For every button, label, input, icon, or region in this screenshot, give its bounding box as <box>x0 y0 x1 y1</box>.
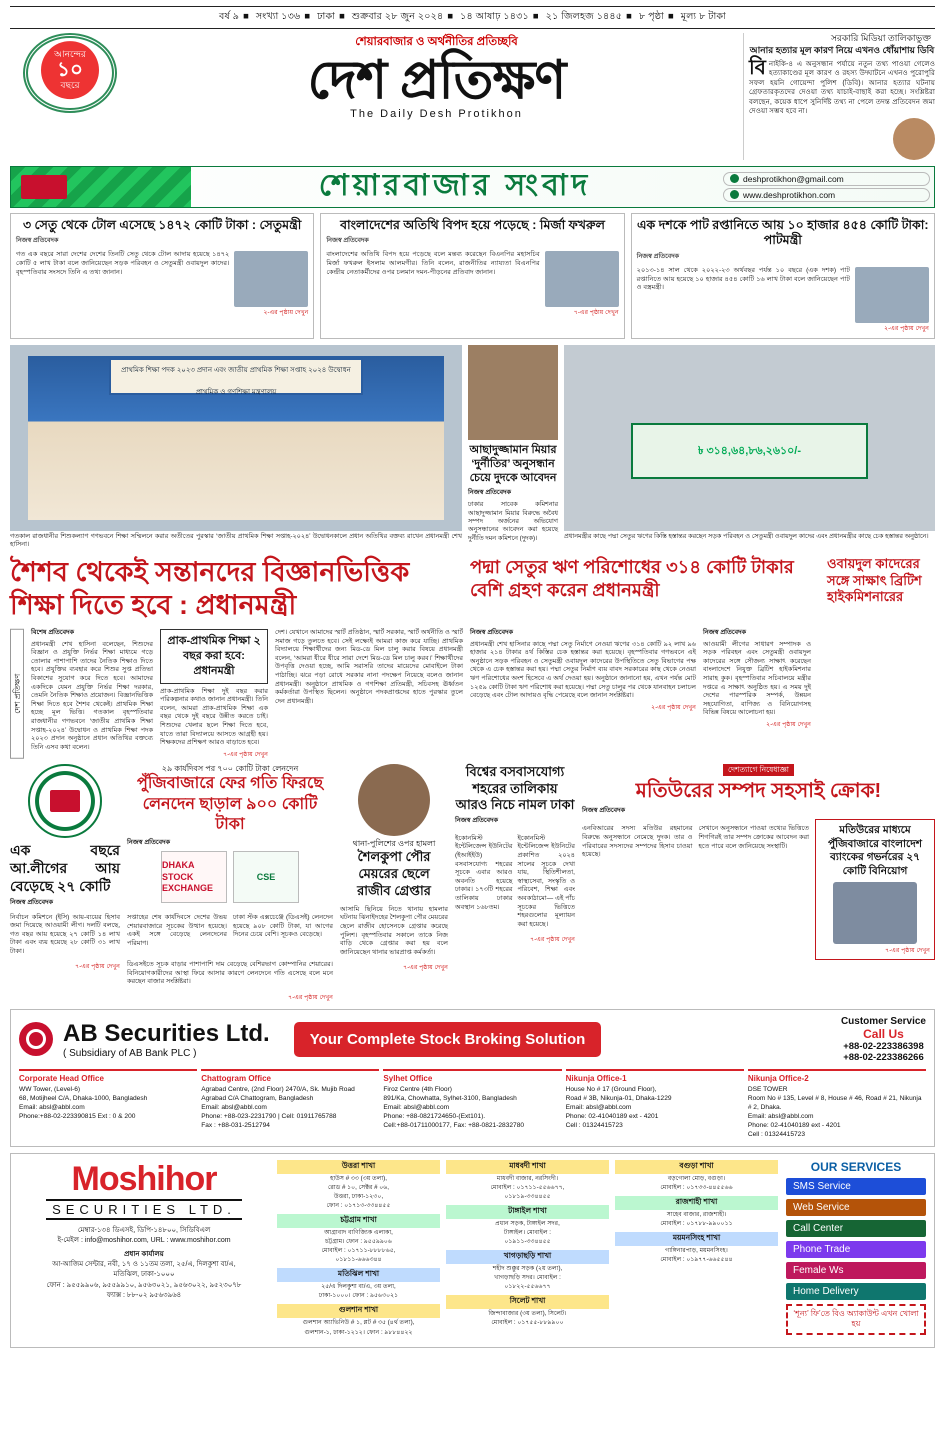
ab-cs-phone2[interactable]: +88-02-223386266 <box>843 1051 924 1063</box>
globe-icon <box>730 190 739 199</box>
ab-office-line: Agrabad C/A Chattogram, Bangladesh <box>201 1095 314 1103</box>
teaser-photo <box>234 251 308 307</box>
ab-office-line: Phone: +88-0821724650-(Ext101). <box>383 1113 486 1121</box>
branch-line: মোবাইল : ০১৭৩৩-৪৪৫৫৬৬ <box>660 1183 733 1191</box>
branch-line: প্রধান সড়ক, টাঙ্গাইল সদর, <box>495 1220 560 1228</box>
dse-logo-icon: DHAKA STOCK EXCHANGE <box>161 851 227 903</box>
ab-office-line: 68, Motijheel C/A, Dhaka-1000, Bangladesh <box>19 1095 148 1103</box>
ab-office <box>566 1069 744 1140</box>
share-market-banner-title: শেয়ারবাজার সংবাদ <box>318 169 592 203</box>
mid-story-block <box>468 345 558 550</box>
branch-line: সাহেব বাজার, রাজশাহী। <box>666 1210 727 1218</box>
ab-office-line: Phone:+88-02-223390815 Ext : 0 & 200 <box>19 1113 136 1121</box>
motiur-box-portrait <box>833 882 917 944</box>
awami-story <box>10 764 120 1002</box>
ab-office-line: Cell : 01324415723 <box>747 1130 806 1138</box>
market-body-left: সপ্তাহের শেষ কার্যদিবসে দেশের উভয় শেয়ারবাজারে সূচকের উত্থান হয়েছে। একই সঙ্গে বেড়েছে লেনদেনের পরিমাণ। <box>127 913 227 947</box>
teaser-photo <box>855 267 929 323</box>
photo-banner-text: প্রাথমিক শিক্ষা পদক ২০২৩ প্রদান এবং জাতীয় প্রাথমিক শিক্ষা সপ্তাহ ২০২৪ উদ্বোধন প্রাথমিক ও গণশিক্ষা মন্ত্রণালয় <box>109 358 362 395</box>
teaser-headline: বাংলাদেশের অতিথি বিপদ হয়ে পড়েছে : মির্জা ফখরুল <box>340 217 605 232</box>
british-byline: নিজস্ব প্রতিবেদক <box>703 629 747 637</box>
moshihor-services <box>786 1160 926 1341</box>
ab-office-line: Firoz Centre (4th Floor) <box>383 1086 452 1094</box>
contact-block <box>719 170 934 204</box>
mail-icon <box>730 174 739 183</box>
market-story <box>127 764 333 1002</box>
photo-row <box>10 345 935 550</box>
branch-line: শহীদ শুক্কুর সড়ক (২য় তলা), <box>492 1265 563 1273</box>
ab-office <box>383 1069 561 1140</box>
moshihor-head-line: ফোন : ৯৫৫৯৯০৬, ৯৫৫৯৯১০, ৯৫৬৩০২১, ৯৫৬৩০২২, ৯৫২৩০৭৮ <box>46 1281 242 1289</box>
ab-logo-icon <box>19 1022 53 1056</box>
teaser-byline: নিজস্ব প্রতিবেদক <box>16 237 59 245</box>
right-photo-caption: প্রধানমন্ত্রীর কাছে পদ্মা সেতুর ঋণের কিস্তি হস্তান্তর করছেন সড়ক পরিবহন ও সেতুমন্ত্রী ওবায়দুল কাদের এবং প্রধানমন্ত্রীর কাছে চেক হস্তান্তর অনুষ্ঠানে। <box>564 533 929 540</box>
ab-customer-service <box>841 1016 926 1063</box>
teaser-headline: এক দশকে পাট রপ্তানিতে আয় ১০ হাজার ৪৫৪ কোটি টাকা: পাটমন্ত্রী <box>637 217 929 248</box>
ab-office-line: WW Tower, (Level-6) <box>19 1086 81 1094</box>
police-kicker: থানা-পুলিশের ওপর হামলা <box>352 838 436 848</box>
cse-logo-icon: CSE <box>233 851 299 903</box>
branch-name: মতিঝিল শাখা <box>277 1268 440 1282</box>
moshihor-head-line: মতিঝিল, ঢাকা-১০০০ <box>113 1271 175 1279</box>
mid-story-headline: আছাদুজ্জামান মিয়ার ‘দুর্নীতির’ অনুসন্ধান চেয়ে দুদকে আবেদন <box>469 444 557 484</box>
mid-story-byline: নিজস্ব প্রতিবেদক <box>468 489 512 497</box>
info-bangla-date: ১৪ আষাঢ় ১৪৩১ <box>460 11 529 22</box>
branch-line: আগ্রাবাদ বাণিজ্যিক এলাকা, <box>324 1229 393 1237</box>
ad-moshihor-securities[interactable] <box>10 1153 935 1348</box>
ab-cs-phone1[interactable]: +88-02-223386398 <box>843 1040 924 1052</box>
main-photo-caption: গতকাল রাজধানীর শিশুকল্যাণ গণভবনে শিক্ষা সম্মিলনে করার অতীতের পুরস্কার ‘জাতীয় প্রাথমিক শিক্ষা সপ্তাহ-২০২৪’ উদ্বোধনকালে প্রধান অতিথির বক্তব্য রাখেন প্রধানমন্ত্রী শেখ হাসিনা। <box>10 533 462 549</box>
title-block <box>136 33 737 120</box>
ab-office <box>201 1069 379 1140</box>
branch-item <box>615 1232 778 1264</box>
branch-line: মাধবদী বাজার, নরসিংদী। <box>496 1174 559 1182</box>
service-phone-trade[interactable]: Phone Trade <box>786 1241 926 1258</box>
branch-line: টাঙ্গাইল। মোবাইল : <box>503 1229 552 1237</box>
police-story-portrait <box>358 764 430 836</box>
city-headline: বিশ্বের বসবাসযোগ্য শহরের তালিকায় আরও নিচে নামল ঢাকা <box>455 763 575 813</box>
website-row[interactable] <box>723 188 930 202</box>
info-date: শুক্রবার ২৮ জুন ২০২৪ <box>351 11 444 22</box>
branch-line: ০১৮১৯-৩৩৪৪৫৫ <box>504 1192 551 1200</box>
padma-byline: নিজস্ব প্রতিবেদক <box>470 629 514 637</box>
branch-item <box>277 1214 440 1264</box>
badge-wreath-icon <box>23 33 117 113</box>
ab-office-line: Email: absl@abbl.com <box>565 1104 632 1112</box>
branch-line: ঢাকা-১০০০। ফোন : ৯৫৬৩০২১ <box>318 1292 399 1300</box>
info-pages: ৮ পৃষ্ঠা <box>638 11 664 22</box>
awami-byline: নিজস্ব প্রতিবেদক <box>10 898 54 906</box>
branch-line: খাগড়াছড়ি সদর। মোবাইল : <box>494 1274 561 1282</box>
branch-line: উত্তরা, ঢাকা-১২৩০, <box>333 1192 384 1200</box>
branch-line: মোবাইল : ০১৭৫৫-৮৮৯৯০০ <box>491 1319 564 1327</box>
ab-office-line: Road # 3B, Nikunja-01, Dhaka-1229 <box>565 1095 672 1103</box>
branch-line: জিন্দাবাজার (৩য় তলা), সিলেট। <box>488 1310 567 1318</box>
ab-office-line: Cell : 01324415723 <box>565 1122 623 1130</box>
ab-office-line: Cell:+88-01711000177, Fax: +88-0821-2832780 <box>383 1122 525 1130</box>
police-more-link[interactable]: ৭-এর পৃষ্ঠায় দেখুন <box>403 963 448 971</box>
branch-line: গুলশান-১, ঢাকা-১২১২। ফোন : ৯৮৮৪৪২২ <box>304 1328 413 1336</box>
branch-line: চট্টগ্রাম। ফোন : ৯৫৫৯৯০৬ <box>325 1238 392 1246</box>
teaser-item[interactable] <box>320 213 624 339</box>
market-more-link[interactable]: ৭-এর পৃষ্ঠায় দেখুন <box>288 993 333 1001</box>
ab-office-line: Email: absl@abbl.com <box>383 1104 450 1112</box>
main-photo <box>10 345 462 531</box>
british-headline: ওবায়দুল কাদেরের সঙ্গে সাক্ষাৎ ব্রিটিশ হাইকমিশনারের <box>827 555 922 605</box>
ab-office-line: Email: absl@abbl.com <box>19 1104 85 1112</box>
info-year: বর্ষ ৯ <box>218 11 240 22</box>
motiur-story <box>582 764 935 1002</box>
ab-office-line: DSE TOWER <box>747 1086 788 1094</box>
headline-band <box>10 556 935 624</box>
branch-line: হাউস # ৩৩ (৩য় তলা), <box>330 1174 387 1182</box>
motiur-box <box>815 819 935 960</box>
ab-subsidiary: ( Subsidiary of AB Bank PLC ) <box>63 1047 197 1059</box>
teaser-body: গত এক বছরে সারা দেশের দেশের তিনটি সেতু থেকে টোল আদায় হয়েছে ১৪৭২ কোটি ৫ লাখ টাকা বলে জানিয়েছেন সড়ক পরিবহন ও সেতুমন্ত্রী ওবায়দুল কাদের। বৃহস্পতিবার সংসদে তিনি এ তথ্য জানান। <box>16 251 230 276</box>
badge-bottom-text: বছরে <box>60 79 80 90</box>
motiur-more-link[interactable]: ৭-এর পৃষ্ঠায় দেখুন <box>885 946 930 954</box>
branch-item <box>446 1250 609 1291</box>
moshihor-brand <box>19 1160 269 1341</box>
ab-office-line: Fax : +88-031-2512794 <box>201 1122 270 1130</box>
info-city: ঢাকা <box>317 11 336 22</box>
top-right-portrait <box>893 118 935 160</box>
promo-note: ‘শূন্য’ ফি’তে বিও অ্যাকাউন্ট এখন খোলা হয় <box>786 1304 926 1335</box>
branch-name: গুলশান শাখা <box>277 1304 440 1318</box>
padma-headline: পদ্মা সেতুর ঋণ পরিশোধের ৩১৪ কোটি টাকার বেশি গ্রহণ করেন প্রধানমন্ত্রী <box>470 556 794 601</box>
main-col-1 <box>31 629 153 759</box>
motiur-body-left: এনবিআরের সদস্য মতিউর রহমানের বিরুদ্ধে অনুসন্ধানে নেমেছে দুদক। তার ও পরিবারের সদস্যদের সম্পদের হিসাব চাওয়া হয়েছে। <box>582 825 693 859</box>
service-sms[interactable]: SMS Service <box>786 1178 926 1195</box>
ab-office-line: Agrabad Centre, (2nd Floor) 2470/A, Sk. Mujib Road <box>201 1086 355 1094</box>
motiur-headline: মতিউরের সম্পদ সহসাই ক্রোক! <box>635 779 882 802</box>
branch-line: মোবাইল : ০১৭৮৮-৯৯০০১১ <box>660 1220 733 1228</box>
ab-office-line: 891/Ka, Chowhatta, Sylhet-3100, Bangladesh <box>383 1095 517 1103</box>
branch-item <box>615 1196 778 1228</box>
branch-item <box>446 1295 609 1327</box>
mid-story-body: ঢাকার সাবেক কমিশনার আছাদুজ্জামান মিয়ার বিরুদ্ধে অবৈধ সম্পদ অর্জনের অভিযোগ অনুসন্ধানের আবেদন করা হয়েছে দুর্নীতি দমন কমিশনে (দুদক)। <box>468 501 558 542</box>
branch-column <box>277 1160 440 1341</box>
ab-office-line: Email: absl@abbl.com <box>747 1113 814 1121</box>
main-byline: বিশেষ প্রতিবেদক <box>31 629 75 637</box>
teaser-more-link[interactable]: ২-এর পৃষ্ঠায় দেখুন <box>884 325 929 332</box>
teaser-byline: নিজস্ব প্রতিবেদক <box>326 237 369 245</box>
motiur-byline: নিজস্ব প্রতিবেদক <box>582 807 626 815</box>
masthead-kicker: শেয়ারবাজার ও অর্থনীতির প্রতিচ্ছবি <box>355 36 518 48</box>
ab-office <box>19 1069 197 1140</box>
ab-office-line: Phone: +88-023-2231790 | Cell: 01911765788 <box>201 1113 337 1121</box>
branch-item <box>446 1205 609 1246</box>
moshihor-branches <box>277 1160 778 1341</box>
branch-item <box>277 1304 440 1336</box>
branch-item <box>446 1160 609 1201</box>
padma-body: প্রধানমন্ত্রী শেখ হাসিনার কাছে পদ্মা সেতু নির্মাণে নেওয়া ঋণের ৩১৪ কোটি ৯২ লাখ ৯৬ হাজার ২১৪ টাকার ৪র্থ কিস্তির চেক হস্তান্তর করা হয়েছে। বৃহস্পতিবার গণভবনে এই অনুষ্ঠানে সড়ক পরিবহন ও সেতুমন্ত্রী ওবায়দুল কাদেরের উপস্থিতিতে সেতু বিভাগের পক্ষ থেকে এ চেক হস্তান্তর করা হয়। পদ্মা সেতুর নির্মাণ ব্যয় বাবদ সরকারের কাছ থেকে নেওয়া ঋণ পরিশোধের অংশ হিসেবে এ অর্থ দেওয়া হয়। অনুষ্ঠানে জানানো হয়, এখন পর্যন্ত মোট ১২৫৯ কোটি টাকা ঋণ পরিশোধ করা হয়েছে। পদ্মা সেতু চালুর পর থেকে যানবাহন চলাচল বেড়েছে এবং টোল আদায়ও বৃদ্ধি পেয়েছে বলে জানান সংশ্লিষ্টরা। <box>470 640 696 700</box>
teaser-body: বাংলাদেশের অতিথি বিপদ হয়ে পড়েছে বলে মন্তব্য করেছেন বিএনপির মহাসচিব মির্জা ফখরুল ইসলাম আলমগীর। তিনি বলেন, রাজনীতির ন্যায্যতা বিএনপির কেন্দ্রীয় নেতাকর্মীদের ওপর চলমান দমন-পীড়নের প্রতিবাদ জানান। <box>326 251 540 276</box>
ab-office <box>748 1069 926 1140</box>
teaser-photo <box>545 251 619 307</box>
branch-item <box>277 1268 440 1300</box>
teaser-item[interactable] <box>631 213 935 339</box>
branch-name: খাগড়াছড়ি শাখা <box>446 1250 609 1264</box>
main-col3-body: দেশ। যেখানে আমাদের স্মার্ট প্রতিষ্ঠান, স্মার্ট সরকার, স্মার্ট অর্থনীতি ও স্মার্ট সমাজ গড়ে তুলতে হবে। সেই লক্ষ্যেই আমরা কাজ করে যাচ্ছি। প্রাথমিক বিদ্যালয়ে শিক্ষার্থীদের জন্য মিড-ডে মিল চালু করার বিষয়ে প্রধানমন্ত্রী বলেন, ‘আমরা ধীরে ধীরে সারা দেশে মিড-ডে মিল চালু করব।’ শিক্ষার্থীদের উপবৃত্তি দেওয়া হচ্ছে, আমি সরাসরি তাদের মায়েদের মোবাইলে টাকা পাঠাচ্ছি। ঝরে পড়া রোধে সরকার নানা পদক্ষেপ নিয়েছে বলেও জানান প্রধানমন্ত্রী। অনুষ্ঠানে প্রাথমিক ও গণশিক্ষা প্রতিমন্ত্রী, সচিবসহ ঊর্ধ্বতন কর্মকর্তারা উপস্থিত ছিলেন। অনুষ্ঠানে পদকপ্রাপ্তদের হাতে পুরস্কার তুলে দেন প্রধানমন্ত্রী। <box>275 629 463 705</box>
branch-line: ০১৮১১-৬৬৬৩৪৪ <box>335 1256 382 1264</box>
share-market-banner <box>10 166 935 208</box>
ab-slogan: Your Complete Stock Broking Solution <box>294 1022 602 1057</box>
ab-office-title: Nikunja Office-1 <box>565 1073 627 1083</box>
service-web[interactable]: Web Service <box>786 1199 926 1216</box>
masthead-subtitle: The Daily Desh Protikhon <box>350 108 523 120</box>
lower-section <box>10 764 935 1002</box>
ab-office-line: Room No # 135, Level # 8, House # 46, Road # 21, Nikunja # 2, Dhaka. <box>747 1095 922 1112</box>
moshihor-head-line: ফ্যাক্স : ৮৮-০২ ৯৫৬৩৯৬৪ <box>106 1291 182 1299</box>
vertical-masthead-label: দেশ প্রতিক্ষণ <box>10 629 24 759</box>
british-body: আওয়ামী লীগের সাধারণ সম্পাদক ও সড়ক পরিবহন এবং সেতুমন্ত্রী ওবায়দুল কাদেরের সঙ্গে সৌজন্য সাক্ষাৎ করেছেন বাংলাদেশে নিযুক্ত ব্রিটিশ হাইকমিশনার সারাহ কুক। বৃহস্পতিবার সচিবালয়ে মন্ত্রীর দপ্তরে এ সাক্ষাৎ অনুষ্ঠিত হয়। এ সময় দুই দেশের পারস্পরিক সম্পর্ক, উন্নয়ন সহযোগিতা, বাণিজ্য ও বিনিয়োগসহ বিভিন্ন বিষয়ে আলোচনা হয়। <box>703 640 811 717</box>
city-story <box>455 764 575 1002</box>
branch-line: গুলশান অ্যাভিনিউ # ১, প্লট # ৩৫ (৪র্থ তলা), <box>302 1319 415 1327</box>
awami-body: নির্বাচন কমিশনে (ইসি) আয়-ব্যয়ের হিসাব জমা দিয়েছে আওয়ামী লীগ। দলটি বলছে, গত বছর আয় হয়েছে ২৭ কোটি ১৪ লাখ টাকা এবং ব্যয় হয়েছে ২৮ কোটি ৩১ লাখ টাকা। <box>10 913 120 956</box>
branch-item <box>615 1160 778 1192</box>
branch-name: বগুড়া শাখা <box>615 1160 778 1174</box>
ab-office-title: Chattogram Office <box>201 1073 271 1083</box>
service-call-center[interactable]: Call Center <box>786 1220 926 1237</box>
right-photo <box>564 345 935 531</box>
awami-headline: এক বছরে আ.লীগের আয় বেড়েছে ২৭ কোটি <box>10 841 120 894</box>
police-body: আসামি ছিনিয়ে নিতে থানায় হামলার ঘটনায় ঝিনাইদহের শৈলকুপা পৌর মেয়রের ছেলে রাজীব হোসেনকে গ্রেপ্তার করেছে পুলিশ। বৃহস্পতিবার সকালে তাকে নিজ বাড়ি থেকে গ্রেপ্তার করা হয় বলে জানিয়েছেন থানার ভারপ্রাপ্ত কর্মকর্তা। <box>340 905 448 956</box>
teaser-item[interactable] <box>10 213 314 339</box>
moshihor-head-line: আ-আজিম সেন্টার, নবী, ১৭ ও ১১তম তলা, ২৫/এ, দিলকুশা বা/এ, <box>52 1261 236 1269</box>
inset-headline: প্রাক-প্রাথমিক শিক্ষা ২ বছর করা হবে: প্রধানমন্ত্রী <box>160 629 268 684</box>
badge-top-text: আনন্দের <box>54 49 86 60</box>
motiur-body-right: সেখানে অনুসন্ধানে পাওয়া তথ্যের ভিত্তিতে শিগগিরই তার সম্পদ ক্রোকের আবেদন করা হতে পারে বলে জানিয়েছে সংস্থাটি। <box>698 825 809 850</box>
awami-league-logo-icon <box>28 764 102 838</box>
branch-name: ময়মনসিংহ শাখা <box>615 1232 778 1246</box>
info-price: মূল্য ৮ টাকা <box>680 11 727 22</box>
ab-office-title: Sylhet Office <box>383 1073 433 1083</box>
service-home-delivery[interactable]: Home Delivery <box>786 1283 926 1300</box>
flag-graphic-icon <box>11 167 191 207</box>
branch-line: মোবাইল : ০১৭১১-৮৮৮৮৬৫, <box>321 1247 396 1255</box>
main-col-3 <box>275 629 463 759</box>
branch-name: চট্টগ্রাম শাখা <box>277 1214 440 1228</box>
branch-name: সিলেট শাখা <box>446 1295 609 1309</box>
info-hijri-date: ২১ জিলহজ ১৪৪৫ <box>545 11 623 22</box>
awami-more-link[interactable]: ৭-এর পৃষ্ঠায় দেখুন <box>75 963 120 971</box>
branch-line: ০১৮২২-৫৫৬৬৭৭ <box>504 1283 551 1291</box>
main-more-link[interactable]: ৭-এর পৃষ্ঠায় দেখুন <box>223 750 268 758</box>
services-title: OUR SERVICES <box>810 1159 902 1174</box>
branch-line: ০১৯১১-৩৩৪৪৫৫ <box>504 1238 551 1246</box>
branch-line: রোড # ১০, সেক্টর # ০৬, <box>328 1183 389 1191</box>
main-col-2 <box>160 629 268 759</box>
teaser-headline: ৩ সেতু থেকে টোল এসেছে ১৪৭২ কোটি টাকা : সেতুমন্ত্রী <box>22 217 302 232</box>
motiur-tag: দেশত্যাগে নিষেধাজ্ঞা <box>723 764 794 776</box>
market-headline: পুঁজিবাজারে ফের গতি ফিরছে লেনদেন ছাড়াল ৯০০ কোটি টাকা <box>136 775 324 834</box>
city-body-right: ইকোনমিস্ট ইন্টেলিজেন্স ইউনিটের প্রকাশিত ২০২৪ সালের সূচকে দেখা যায়, স্থিতিশীলতা, স্বাস্থ্যসেবা, সংস্কৃতি ও পরিবেশ, শিক্ষা এবং অবকাঠামো— এই পাঁচ সূচকের ভিত্তিতে শহরগুলোর মূল্যায়ন করা হয়েছে। <box>517 834 575 928</box>
lead-headline: শৈশব থেকেই সন্তানদের বিজ্ঞানভিত্তিক শিক্ষা দিতে হবে : প্রধানমন্ত্রী <box>10 556 410 621</box>
moshihor-sub: SECURITIES LTD. <box>46 1199 242 1220</box>
branch-name: রাজশাহী শাখা <box>615 1196 778 1210</box>
page-title: দেশ প্রতিক্ষণ <box>307 51 566 110</box>
right-photo-block <box>564 345 935 550</box>
branch-line: ২৫/এ দিলকুশা বা/এ, ৩য় তলা, <box>321 1283 396 1291</box>
branch-name: উত্তরা শাখা <box>277 1160 440 1174</box>
badge-number: ১০ <box>57 58 83 81</box>
city-byline: নিজস্ব প্রতিবেদক <box>455 816 499 824</box>
dropcap: বি <box>749 56 766 79</box>
anniversary-badge <box>10 33 130 113</box>
ab-office-title: Corporate Head Office <box>19 1073 104 1083</box>
main-photo-block <box>10 345 462 550</box>
main-col2-body: প্রাক-প্রাথমিক শিক্ষা দুই বছর করার পরিকল্পনার কথাও জানান প্রধানমন্ত্রী। তিনি বলেন, আমরা প্রাক-প্রাথমিক শিক্ষা এক বছর থেকে দুই বছরে উন্নীত করতে চাই। শিশুদের খেলার ছলে শিক্ষা দিতে হবে, যাতে তারা বিদ্যালয়ে আসতে আগ্রহী হয়। শিক্ষকদের প্রশিক্ষণ আরও বাড়াতে হবে। <box>160 687 268 747</box>
motiur-box-headline: মতিউরের মাধ্যমে পুঁজিবাজারে বাংলাদেশ ব্যাংকের গভর্নরের ২৭ কোটি বিনিয়োগ <box>828 823 922 877</box>
teaser-byline: নিজস্ব প্রতিবেদক <box>636 253 680 260</box>
ab-office-line: House No # 17 (Ground Floor), <box>565 1086 657 1094</box>
market-body-bottom: ডিএসইতে সূচক বাড়ার পাশাপাশি দাম বেড়েছে বেশিরভাগ কোম্পানির শেয়ারের। বিনিয়োগকারীদের আস্থা ফিরে আসার কারণে লেনদেনে গতি এসেছে বলে মনে করছেন বাজার সংশ্লিষ্টরা। <box>127 961 333 986</box>
ab-office-title: Nikunja Office-2 <box>747 1073 809 1083</box>
website-text: www.deshprotikhon.com <box>743 189 836 200</box>
ab-cs-title: Customer Service <box>840 1015 926 1027</box>
market-byline: নিজস্ব প্রতিবেদক <box>127 838 171 846</box>
cheque-amount: ৳ ৩১৪,৬৪,৮৬,২৬১০/- <box>631 423 868 479</box>
issue-info-strip: বর্ষ ৯ ■ সংখ্যা ১৩৬ ■ ঢাকা ■ শুক্রবার ২৮ জুন ২০২৪ ■ ১৪ আষাঢ় ১৪৩১ ■ ২১ জিলহজ ১৪৪৫ ■ ৮ পৃষ্ঠা ■ মূল্য ৮ টাকা <box>10 6 935 29</box>
branch-line: বড়গোলা মোড়, বগুড়া। <box>667 1174 726 1182</box>
mid-story-portrait <box>468 345 558 440</box>
moshihor-email[interactable]: ই-মেইল : info@moshihor.com, URL : www.moshihor.com <box>57 1236 231 1244</box>
top-right-story <box>743 33 935 160</box>
main-col1-body: প্রধানমন্ত্রী শেখ হাসিনা বলেছেন, শিশুদের বিজ্ঞান ও প্রযুক্তি নির্ভর শিক্ষা মাধ্যমে গড়ে তোলার পাশাপাশি তাদের নৈতিক শিক্ষাও দিতে হবে। প্রযুক্তির ব্যবহার করে শিশুর সুপ্ত প্রতিভা বিকাশের সুযোগ করে দিতে হবে। আমাদের একদিকে যেমন প্রযুক্তি নির্ভর শিক্ষা দরকার, তেমনি নৈতিক শিক্ষাও প্রয়োজন। বিজ্ঞানভিত্তিক শিক্ষা দিতে হবে শৈশব থেকেই। প্রাথমিক শিক্ষা হচ্ছে মূল ভিত্তি। গতকাল বৃহস্পতিবার রাজধানীর গণভবনে ‘জাতীয় প্রাথমিক শিক্ষা সপ্তাহ-২০২৪’ উদ্বোধন ও প্রাথমিক শিক্ষা পদক ২০২৩ প্রদান অনুষ্ঠানে প্রধান অতিথির বক্তব্যে তিনি এসব কথা বলেন। <box>31 640 153 751</box>
top-right-body: নাইকি-৪ এ অনুসন্ধান পর্যায়ে নতুন তথ্য পাওয়া গেলেও হত্যাকাণ্ডের মূল কারণ ও রহস্য উদ্ঘাটনে এখনও পুরোপুরি সফল হয়নি গোয়েন্দা পুলিশ (ডিবি)। আনার হত্যার ঘটনায় গ্রেফতারকৃতদের দেওয়া তথ্য যাচাই-বাছাই করা হচ্ছে। সংশ্লিষ্টরা বলছেন, কয়েক ধাপে সুনির্দিষ্ট তথ্য না পেলে তদন্ত প্রতিবেদন জমা দেওয়া সম্ভব হবে না। <box>749 58 935 116</box>
teaser-more-link[interactable]: ২-এর পৃষ্ঠায় দেখুন <box>263 309 309 317</box>
teaser-row <box>10 213 935 339</box>
padma-col <box>470 629 696 759</box>
masthead <box>10 29 935 162</box>
email-text: deshprotikhon@gmail.com <box>743 173 844 184</box>
city-body-left: ইকোনমিস্ট ইন্টেলিজেন্স ইউনিটের (ইআইইউ) বসবাসযোগ্য শহরের সূচকে এবার আরও অবনতি হয়েছে ঢাকার। ১৭৩টি শহরের তালিকায় ঢাকার অবস্থান ১৬৮তম। <box>455 834 513 911</box>
ab-cs-callus: Call Us <box>863 1026 904 1041</box>
branch-name: টাঙ্গাইল শাখা <box>446 1205 609 1219</box>
service-female-ws[interactable]: Female Ws <box>786 1262 926 1279</box>
police-story <box>340 764 448 1002</box>
branch-column <box>446 1160 609 1341</box>
branch-item <box>277 1160 440 1210</box>
gov-listing-tag: সরকারি মিডিয়া তালিকাভুক্ত <box>830 33 931 43</box>
ab-name: AB Securities Ltd. <box>63 1019 270 1047</box>
branch-column <box>615 1160 778 1341</box>
info-issue: সংখ্যা ১৩৬ <box>255 11 301 22</box>
branch-line: মোবাইল : ০১৯৭৭-৬৬৫৫৪৪ <box>660 1256 733 1264</box>
ab-office-line: Phone: 02-41040189 ext - 4201 <box>747 1122 841 1130</box>
market-body-right: ঢাকা স্টক এক্সচেঞ্জে (ডিএসই) লেনদেন হয়েছে ৯০৮ কোটি টাকা, যা আগের দিনের চেয়ে বেশি। সূচকও বেড়েছে। <box>233 913 333 939</box>
branch-line: গাঙ্গিনারপাড়, ময়মনসিংহ। <box>665 1247 728 1255</box>
police-headline: শৈলকুপা পৌর মেয়রের ছেলে রাজীব গ্রেপ্তার <box>357 849 431 898</box>
moshihor-membership: মেম্বার-১৩৪ ডিএসই, ডিপি-১৪৮০০, সিডিবিএল <box>77 1226 211 1234</box>
market-kicker: ২৯ কার্যদিবস পর ৭০০ কোটি টাকা লেনদেন <box>161 763 299 773</box>
padma-more-link[interactable]: ২-এর পৃষ্ঠায় দেখুন <box>651 703 696 711</box>
email-row[interactable] <box>723 172 930 186</box>
teaser-more-link[interactable]: ৭-এর পৃষ্ঠায় দেখুন <box>573 309 619 317</box>
ad-ab-securities[interactable] <box>10 1009 935 1147</box>
british-col <box>703 629 811 759</box>
british-more-link[interactable]: ২-এর পৃষ্ঠায় দেখুন <box>766 720 811 728</box>
ab-office-line: Email: absl@abbl.com <box>201 1104 267 1112</box>
moshihor-head-title: প্রধান কার্যালয় <box>124 1251 164 1259</box>
top-right-headline: আনার হত্যার মূল কারণ নিয়ে এখনও ধোঁয়াশায় ডিবি <box>749 44 935 55</box>
ab-office-line: Phone: 02-41040189 ext - 4201 <box>565 1113 659 1121</box>
moshihor-name: Moshihor <box>71 1159 217 1198</box>
branch-line: মোবাইল : ০১৭১১-৫৫৬৬৭৭, <box>490 1183 565 1191</box>
branch-line: ফোন : ০১৭১৩-৩৩৪৪৫৫ <box>326 1202 391 1210</box>
city-more-link[interactable]: ৭-এর পৃষ্ঠায় দেখুন <box>530 935 575 943</box>
main-columns <box>10 629 935 759</box>
teaser-body: ২০১৩-১৪ সাল থেকে ২০২২-২৩ অর্থবছর পর্যন্ত ১০ বছরে (এক দশক) পাট রপ্তানিতে আয় হয়েছে ১০ হাজার ৪৫৪ কোটি ১৬ লাখ টাকা বলে জানিয়েছেন পাট ও বস্ত্রমন্ত্রী। <box>636 267 850 292</box>
branch-name: মাধবদী শাখা <box>446 1160 609 1174</box>
